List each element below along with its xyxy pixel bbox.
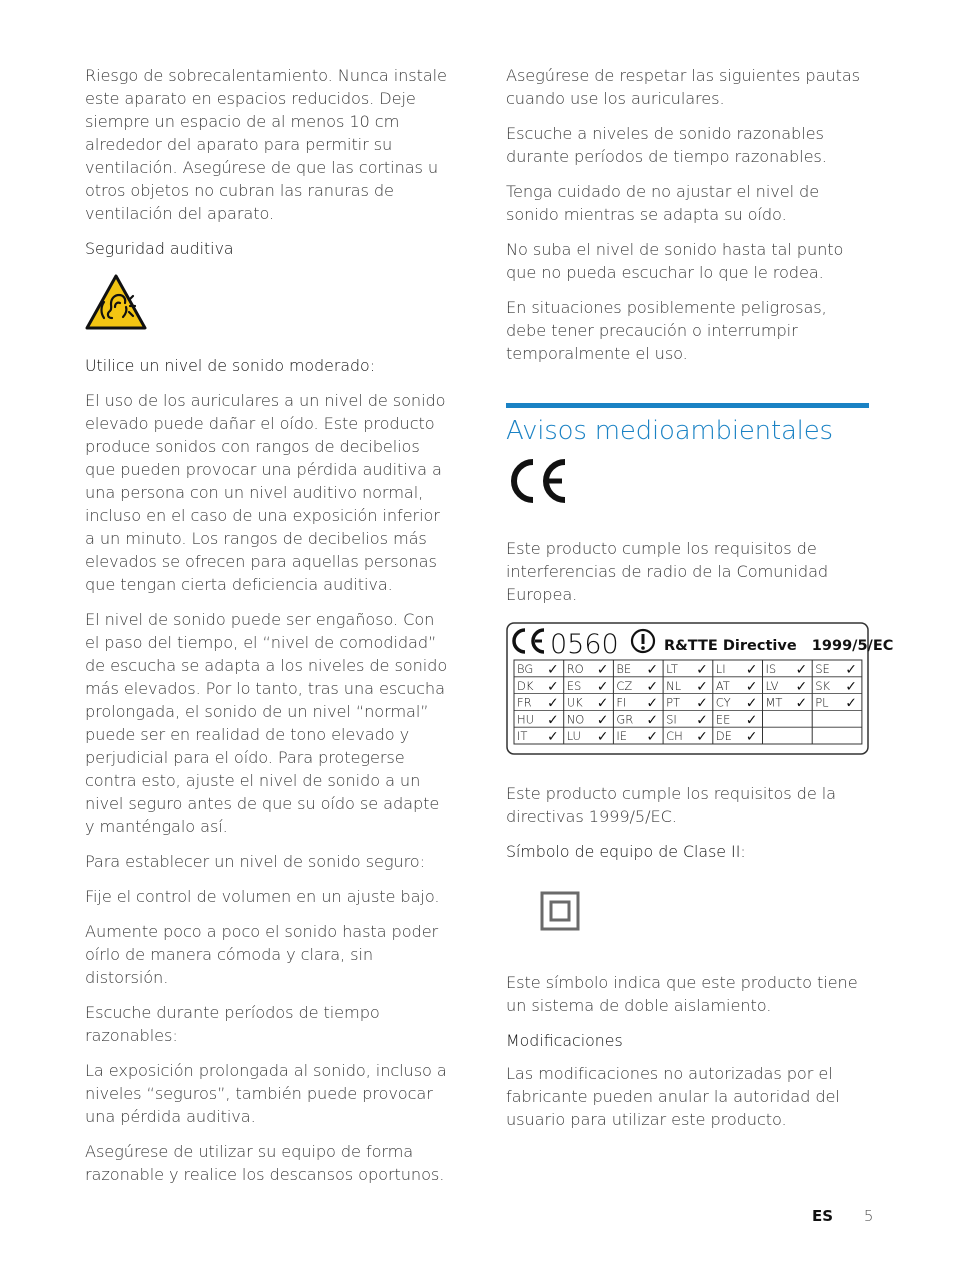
country-code: LT	[666, 662, 678, 676]
check-mark-icon: ✓	[745, 729, 758, 746]
check-mark-icon: ✓	[596, 678, 609, 695]
paragraph-low-volume: Fije el control de volumen en un ajuste bajo.	[85, 887, 440, 906]
page-footer	[812, 1207, 873, 1225]
country-code: CY	[715, 695, 731, 710]
country-code: SI	[666, 712, 677, 727]
page-number: 5	[863, 1207, 874, 1225]
heading-hearing-safety: Seguridad auditiva	[85, 239, 234, 258]
paragraph-overheating: Riesgo de sobrecalentamiento. Nunca instale este aparato en espacios reducidos. Deje siempre un espacio de al menos 10 cm alrededor del aparato para permitir su ventilación. Asegúrese de que las cortinas u otros objetos no cubran las ranuras de ventilación del aparato.	[85, 66, 447, 223]
rtte-directive-label	[506, 622, 894, 756]
country-code: IS	[765, 662, 777, 676]
check-mark-icon: ✓	[795, 678, 808, 695]
check-mark-icon: ✓	[845, 662, 857, 678]
section-title-environmental: Avisos medioambientales	[506, 416, 833, 446]
check-mark-icon: ✓	[745, 662, 758, 678]
check-mark-icon: ✓	[596, 729, 609, 746]
country-code: NO	[566, 712, 585, 727]
paragraph-surroundings: No suba el nivel de sonido hasta tal punto que no pueda escuchar lo que le rodea.	[506, 240, 844, 282]
country-code: CZ	[616, 678, 633, 693]
country-code: SK	[815, 678, 831, 693]
country-code: LI	[715, 662, 726, 676]
heading-moderate-level: Utilice un nivel de sonido moderado:	[85, 356, 376, 375]
check-mark-icon: ✓	[745, 695, 758, 712]
double-insulation-icon	[540, 891, 580, 931]
check-mark-icon: ✓	[646, 678, 659, 695]
country-code: RO	[566, 662, 584, 676]
check-mark-icon: ✓	[596, 712, 609, 729]
check-mark-icon: ✓	[745, 712, 758, 729]
check-mark-icon: ✓	[795, 662, 808, 678]
check-mark-icon: ✓	[646, 712, 659, 729]
country-code: AT	[715, 678, 730, 693]
paragraph-set-safe-level: Para establecer un nivel de sonido seguro:	[85, 852, 425, 871]
country-code: MT	[765, 695, 783, 710]
check-mark-icon: ✓	[547, 695, 559, 712]
paragraph-dangerous-situations: En situaciones posiblemente peligrosas, debe tener precaución o interrumpir temporalmente el uso.	[506, 298, 827, 363]
paragraph-guidelines: Asegúrese de respetar las siguientes pautas cuando use los auriculares.	[506, 66, 860, 108]
country-code: CH	[666, 729, 683, 744]
paragraph-double-insulation: Este símbolo indica que este producto tiene un sistema de doble aislamiento.	[506, 973, 858, 1015]
section-divider	[506, 403, 869, 408]
country-code: FR	[517, 695, 532, 710]
check-mark-icon: ✓	[696, 712, 708, 729]
check-mark-icon: ✓	[547, 678, 559, 695]
check-mark-icon: ✓	[795, 695, 808, 712]
check-mark-icon: ✓	[646, 695, 659, 712]
paragraph-prolonged-exposure: La exposición prolongada al sonido, incluso a niveles “seguros”, también puede provocar una pérdida auditiva.	[85, 1061, 447, 1126]
paragraph-radio-interference: Este producto cumple los requisitos de interferencias de radio de la Comunidad Europea.	[506, 539, 829, 604]
paragraph-use-reasonably: Asegúrese de utilizar su equipo de forma razonable y realice los descansos oportunos.	[85, 1142, 445, 1184]
check-mark-icon: ✓	[696, 678, 708, 695]
country-code: PT	[666, 695, 681, 710]
check-mark-icon: ✓	[845, 678, 857, 695]
country-code: IT	[517, 729, 528, 744]
paragraph-deceptive-level: El nivel de sonido puede ser engañoso. Con el paso del tiempo, el “nivel de comodidad” de escucha se adapta a los niveles de sonido más elevados. Por lo tanto, tras una escucha prolongada, el sonido de un nivel “normal” puede ser en realidad de tono elevado y perjudicial para el oído. Para protegerse contra esto, ajuste el nivel de sonido a un nivel seguro antes de que su oído se adapte y manténgalo así.	[85, 610, 448, 836]
check-mark-icon: ✓	[596, 695, 609, 712]
check-mark-icon: ✓	[547, 729, 559, 746]
country-code: UK	[566, 695, 583, 710]
check-mark-icon: ✓	[696, 695, 708, 712]
paragraph-increase-slowly: Aumente poco a poco el sonido hasta poder oírlo de manera cómoda y clara, sin distorsión.	[85, 922, 439, 987]
country-code: EE	[715, 712, 731, 727]
left-column	[85, 64, 453, 1198]
right-column	[506, 64, 894, 1143]
check-mark-icon: ✓	[696, 662, 708, 678]
paragraph-careful-adjust: Tenga cuidado de no ajustar el nivel de sonido mientras se adapta su oído.	[506, 182, 820, 224]
paragraph-listen-reasonable: Escuche durante períodos de tiempo razonables:	[85, 1003, 380, 1045]
check-mark-icon: ✓	[547, 662, 559, 678]
heading-class-ii-symbol: Símbolo de equipo de Clase II:	[506, 842, 746, 861]
country-code: LU	[566, 729, 581, 744]
check-mark-icon: ✓	[646, 662, 659, 678]
notified-body-number: 0560	[550, 629, 619, 660]
country-code: ES	[566, 678, 582, 693]
check-mark-icon: ✓	[596, 662, 609, 678]
country-code: DE	[715, 729, 732, 744]
country-code: GR	[616, 712, 634, 727]
country-code: FI	[616, 695, 627, 710]
check-mark-icon: ✓	[745, 678, 758, 695]
country-code: DK	[517, 678, 534, 693]
country-code: LV	[765, 678, 779, 693]
country-code: BG	[517, 662, 534, 676]
directive-text: R&TTE Directive 1999/5/EC	[664, 638, 894, 654]
paragraph-modifications: Las modificaciones no autorizadas por el fabricante pueden anular la autoridad del usuario para utilizar este producto.	[506, 1064, 840, 1129]
country-code: BE	[616, 662, 632, 676]
heading-modifications: Modificaciones	[506, 1031, 623, 1050]
paragraph-directive-compliance: Este producto cumple los requisitos de la directivas 1999/5/EC.	[506, 784, 836, 826]
country-code: NL	[666, 678, 682, 693]
check-mark-icon: ✓	[646, 729, 659, 746]
check-mark-icon: ✓	[845, 695, 857, 712]
country-code: SE	[815, 662, 830, 676]
check-mark-icon: ✓	[696, 729, 708, 746]
paragraph-reasonable-levels: Escuche a niveles de sonido razonables durante períodos de tiempo razonables.	[506, 124, 827, 166]
paragraph-hearing-damage: El uso de los auriculares a un nivel de sonido elevado puede dañar el oído. Este producto produce sonidos con rangos de decibelios que pueden provocar una pérdida auditiva a una persona con un nivel auditivo normal, incluso en el caso de una exposición inferior a un minuto. Los rangos de decibelios más elevados se ofrecen para aquellas personas que tengan cierta deficiencia auditiva.	[85, 391, 446, 594]
check-mark-icon: ✓	[547, 712, 559, 729]
country-code: HU	[517, 712, 535, 727]
country-code: IE	[616, 729, 628, 744]
language-code: ES	[812, 1207, 834, 1225]
country-code: PL	[815, 695, 829, 710]
ce-mark-icon	[508, 459, 568, 503]
hearing-warning-icon	[85, 274, 147, 330]
